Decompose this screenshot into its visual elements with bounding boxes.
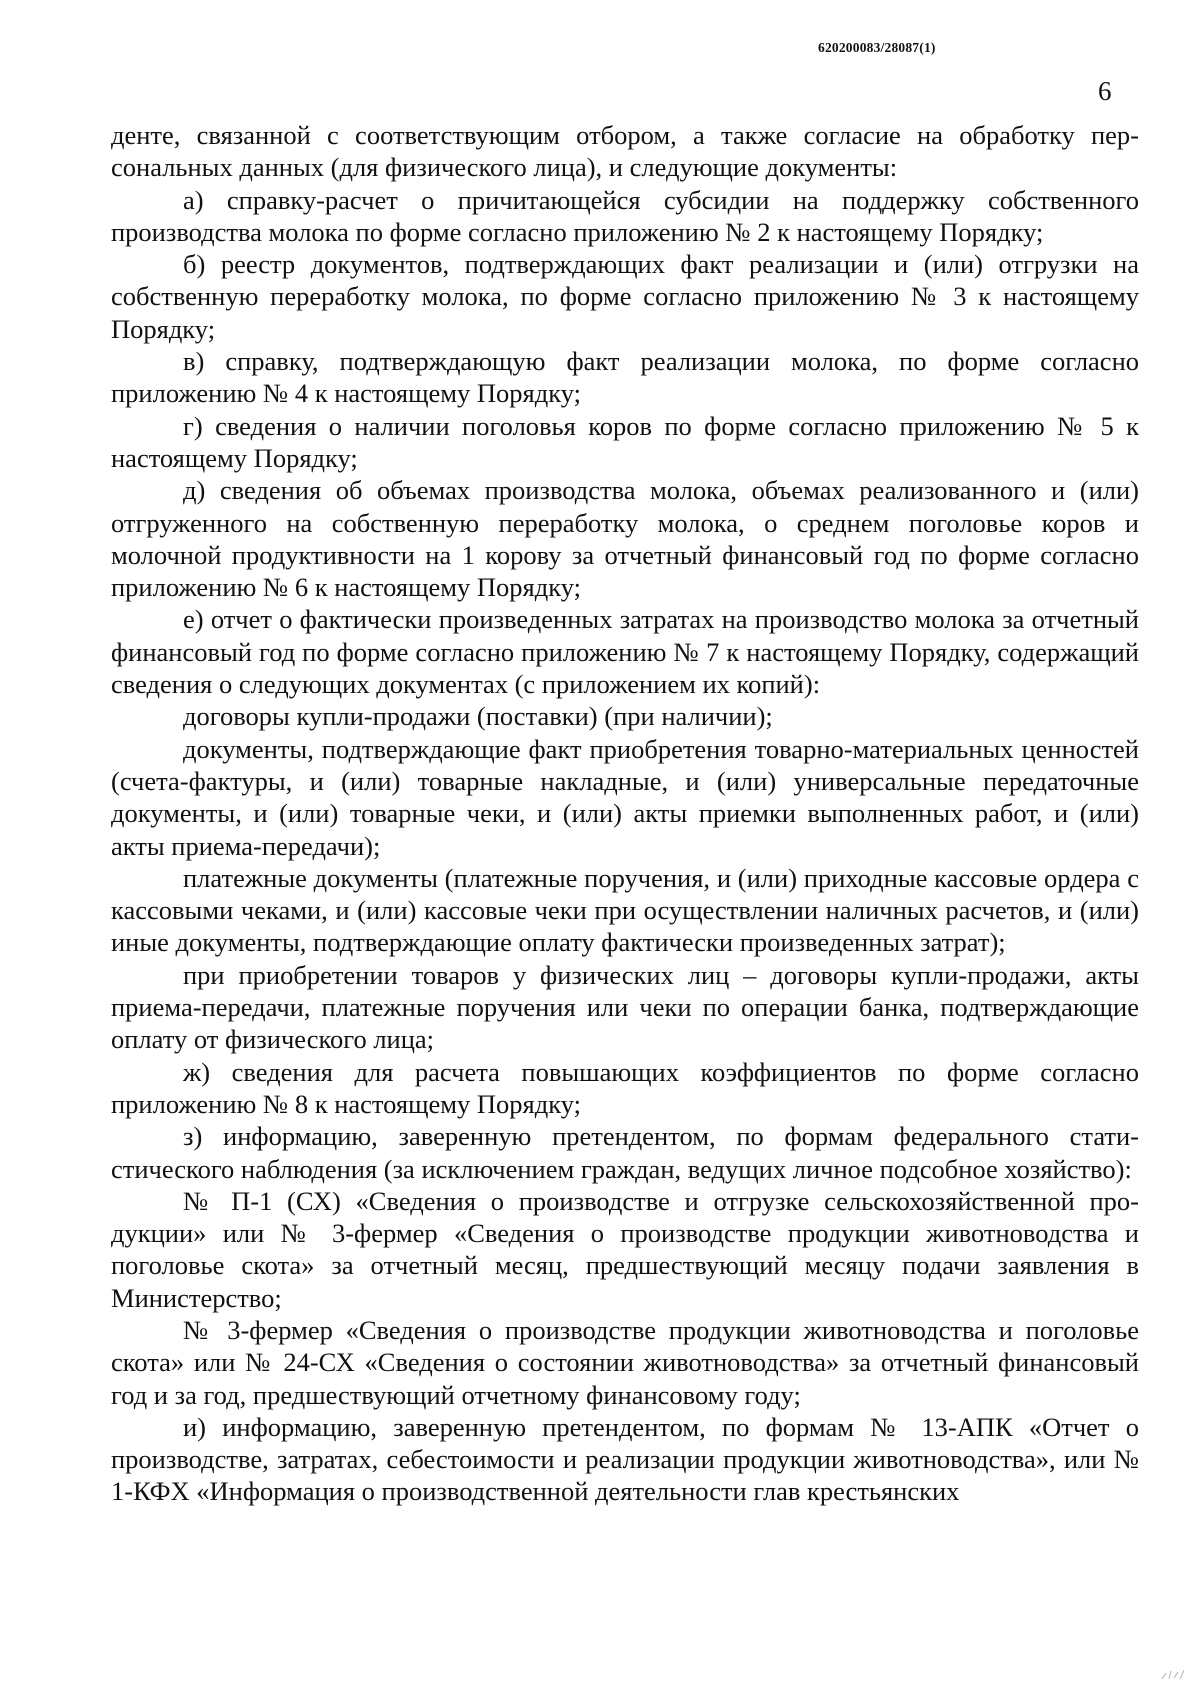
paragraph-sub-purchase-documents: документы, подтверждающие факт приобретения товарно-материальных ценностей (счета-фактуры, и (или) товарные накладные, и (или) универсальные передаточные документы, и (или) товарные чеки, и (или) акты приемки выполненных работ, и (или) акты приема-передачи); — [111, 733, 1139, 861]
paragraph-item-z: з) информацию, заверенную претендентом, по формам федерального статистического наблюдения (за исключением граждан, ведущих личное подсобное хозяйство): — [111, 1121, 1139, 1184]
paragraph-item-e: е) отчет о фактически произведенных затратах на производство молока за отчетный финансовый год по форме согласно приложению № 7 к настоящему Порядку, содержащий сведения о следующих документах (с приложением их копий): — [111, 604, 1139, 700]
paragraph-item-i: и) информацию, заверенную претендентом, по формам № 13-АПК «Отчет о производстве, затратах, себестоимости и реализации продукции животноводства», или № 1-КФХ «Информация о производственной деятельности глав крестьянских — [111, 1411, 1139, 1507]
paragraph-sub-individuals: при приобретении товаров у физических лиц – договоры купли-продажи, акты приема-передачи, платежные поручения или чеки по операции банка, подтверждающие оплату от физического лица; — [111, 959, 1139, 1055]
paragraph-item-d: д) сведения об объемах производства молока, объемах реализованного и (или) отгруженного на собственную переработку молока, о среднем поголовье коров и молочной продуктивности на 1 корову за отчетный финансовый год по форме согласно приложению № 6 к настоящему Порядку; — [111, 475, 1139, 603]
paragraph-form-3-fermer: № 3-фермер «Сведения о производстве продукции животноводства и поголовье скота» или № 24-СХ «Сведения о состоянии животноводства» за отчетный финансовый год и за год, предшествующий отчетному финансовому году; — [111, 1314, 1139, 1410]
paragraph-form-p1: № П-1 (СХ) «Сведения о производстве и отгрузке сельскохозяйственной продукции» или № 3-фермер «Сведения о производстве продукции животноводства и поголовье скота» за отчетный месяц, предшествующий месяцу подачи заявления в Министерство; — [111, 1185, 1139, 1313]
paragraph-item-zh: ж) сведения для расчета повышающих коэффициентов по форме согласно приложению № 8 к настоящему Порядку; — [111, 1056, 1139, 1119]
paragraph-sub-payment-documents: платежные документы (платежные поручения, и (или) приходные кассовые ордера с кассовыми чеками, и (или) кассовые чеки при осуществлении наличных расчетов, и (или) иные документы, подтверждающие оплату фактически произведенных затрат); — [111, 862, 1139, 958]
paragraph-item-g: г) сведения о наличии поголовья коров по форме согласно приложению № 5 к настоящему Порядку; — [111, 410, 1139, 473]
paragraph-item-v: в) справку, подтверждающую факт реализации молока, по форме согласно приложению № 4 к настоящему Порядку; — [111, 346, 1139, 409]
paragraph-sub-contracts: договоры купли-продажи (поставки) (при наличии); — [183, 701, 773, 732]
document-body — [111, 119, 1139, 1508]
document-id: 620200083/28087(1) — [818, 40, 936, 55]
paragraph-item-b: б) реестр документов, подтверждающих факт реализации и (или) отгрузки на собственную переработку молока, по форме согласно приложению № 3 к настоящему Порядку; — [111, 249, 1139, 344]
scan-artifact-mark — [1160, 1667, 1186, 1681]
paragraph-continuation: денте, связанной с соответствующим отбором, а также согласие на обработку персональных данных (для физического лица), и следующие документы: — [111, 120, 1139, 183]
paragraph-item-a: а) справку-расчет о причитающейся субсидии на поддержку собственного производства молока по форме согласно приложению № 2 к настоящему Порядку; — [111, 184, 1139, 247]
page-number: 6 — [1098, 76, 1112, 106]
